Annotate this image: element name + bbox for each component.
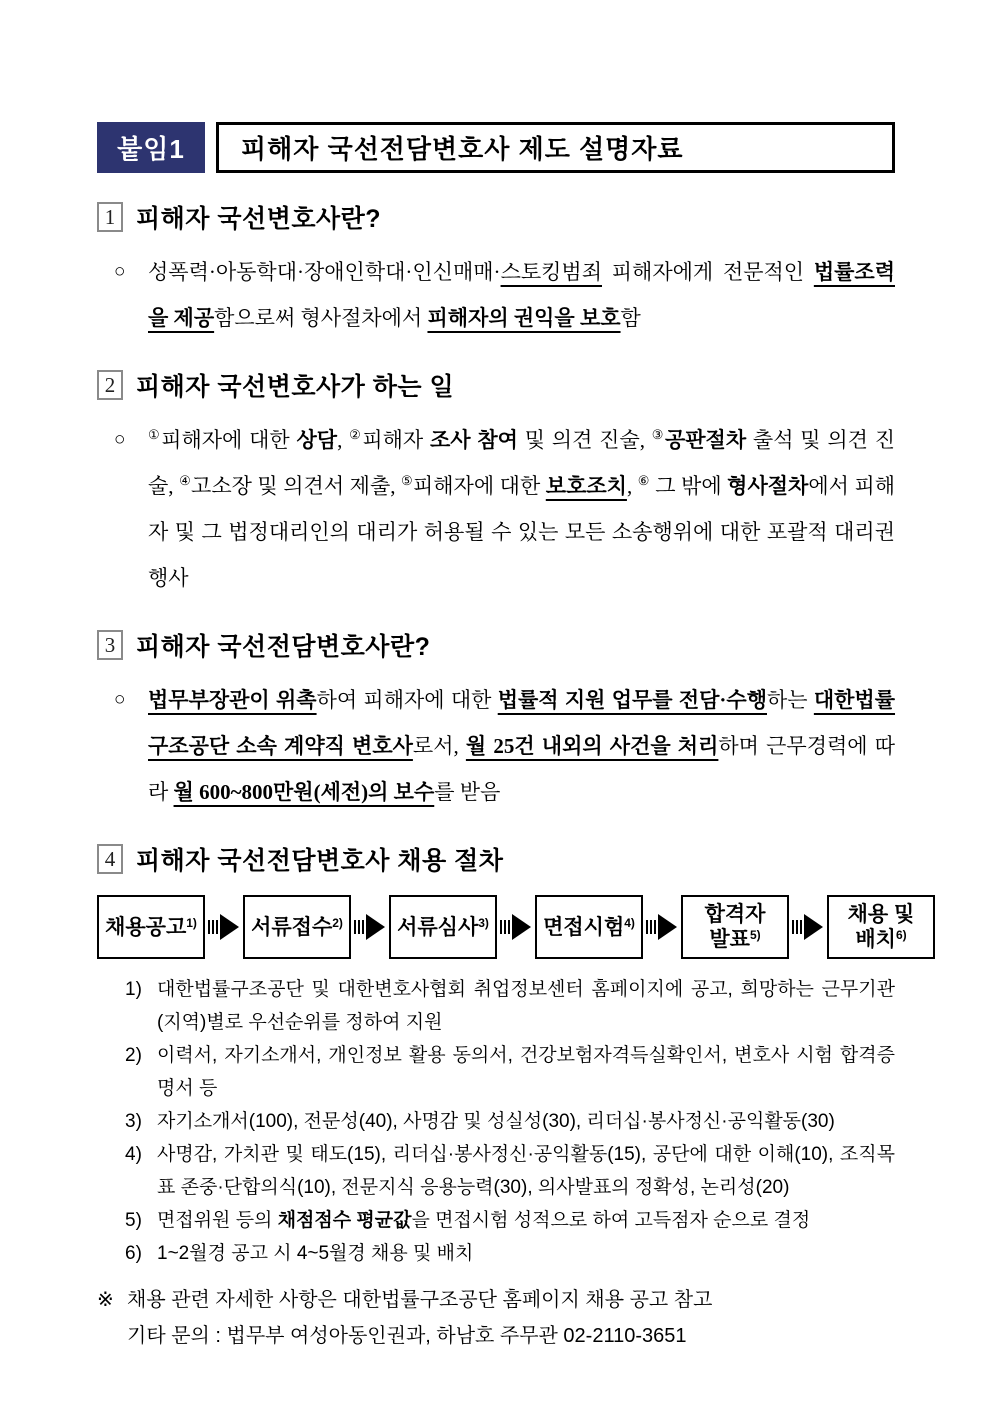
footnote-number: 3) xyxy=(125,1111,142,1132)
footnote-text: 사명감, 가치관 및 태도(15), 리더십·봉사정신·공익활동(15), 공단에 대한 이해(10), 조직목표 존중·단합의식(10), 전문지식 응용능력(30), 의사발표의 정확성, 논리성(20) xyxy=(157,1144,895,1198)
section-4-number-box: 4 xyxy=(97,844,123,874)
section-3-heading xyxy=(97,627,895,663)
bullet-circle-marker: ○ xyxy=(114,261,126,282)
flow-arrow-icon xyxy=(500,912,532,942)
footnote-text: 자기소개서(100), 전문성(40), 사명감 및 성실성(30), 리더십·봉사정신·공익활동(30) xyxy=(157,1111,835,1132)
section-2-bullet xyxy=(114,417,895,601)
flow-step-label: 합격자 xyxy=(704,903,766,926)
bullet-circle-marker: ○ xyxy=(114,689,126,710)
footnotes-list xyxy=(125,973,895,1270)
footnote-number: 6) xyxy=(125,1243,142,1264)
footnote-number: 4) xyxy=(125,1144,142,1165)
section-3-title: 피해자 국선전담변호사란? xyxy=(136,633,431,661)
section-3-bullet xyxy=(114,677,895,815)
flow-step-label: 채용 및 xyxy=(847,903,915,926)
footnote-text: 이력서, 자기소개서, 개인정보 활용 동의서, 건강보험자격득실확인서, 변호사 시험 합격증명서 등 xyxy=(157,1045,895,1099)
document-title: 피해자 국선전담변호사 제도 설명자료 xyxy=(216,122,895,173)
footnote-text: 1~2월경 공고 시 4~5월경 채용 및 배치 xyxy=(157,1243,474,1264)
section-3-paragraph: 법무부장관이 위촉하여 피해자에 대한 법률적 지원 업무를 전담·수행하는 대한법률구조공단 소속 계약직 변호사로서, 월 25건 내외의 사건을 처리하며 근무경력에 따라 월 600~800만원(세전)의 보수를 받음 xyxy=(148,688,896,804)
attachment-badge: 붙임1 xyxy=(97,122,205,173)
footnote-number: 2) xyxy=(125,1045,142,1066)
footnote-text: 대한법률구조공단 및 대한변호사협회 취업정보센터 홈페이지에 공고, 희망하는 근무기관(지역)별로 우선순위를 정하여 지원 xyxy=(157,979,895,1033)
footnote-ref: 3) xyxy=(478,915,489,930)
section-1-bullet xyxy=(114,249,895,341)
footer-reference-text: 채용 관련 자세한 사항은 대한법률구조공단 홈페이지 채용 공고 참고 xyxy=(127,1289,713,1311)
bullet-circle-marker: ○ xyxy=(114,429,126,450)
flow-step-announcement xyxy=(97,895,205,959)
flow-step-label: 발표$^{5)}$ xyxy=(709,928,761,951)
section-2-heading xyxy=(97,367,895,403)
section-4-heading xyxy=(97,841,895,877)
footnote-text: 면접위원 등의 채점점수 평균값을 면접시험 성적으로 하여 고득점자 순으로 결정 xyxy=(157,1210,811,1231)
footnote-item xyxy=(125,1204,895,1237)
flow-arrow-icon xyxy=(792,912,824,942)
section-2-paragraph: ①피해자에 대한 상담, ②피해자 조사 참여 및 의견 진술, ③공판절차 출석 및 의견 진술, ④고소장 및 의견서 제출, ⑤피해자에 대한 보호조치, ⑥ 그 밖에 형사절차에서 피해자 및 그 법정대리인의 대리가 허용될 수 있는 모든 소송행위에 대한 포괄적 대리권 행사 xyxy=(148,427,896,590)
flow-step-pass-announcement xyxy=(681,895,789,959)
footnote-item xyxy=(125,1105,895,1138)
footnote-item xyxy=(125,1138,895,1204)
flow-arrow-icon xyxy=(208,912,240,942)
footnote-number: 1) xyxy=(125,979,142,1000)
section-2-title: 피해자 국선변호사가 하는 일 xyxy=(136,373,455,401)
footnote-item xyxy=(125,1237,895,1270)
footnote-ref: 6) xyxy=(895,928,907,942)
footnote-ref: 1) xyxy=(186,915,197,930)
document-header xyxy=(97,122,895,173)
footnote-item xyxy=(125,973,895,1039)
flow-arrow-icon xyxy=(354,912,386,942)
flow-step-hire-placement xyxy=(827,895,935,959)
recruitment-flow-diagram xyxy=(97,895,915,959)
section-1-title: 피해자 국선변호사란? xyxy=(136,205,382,233)
footer-remarks xyxy=(97,1282,895,1354)
footer-contact-line: 기타 문의 : 법무부 여성아동인권과, 하남호 주무관 02-2110-3651 xyxy=(127,1325,687,1347)
section-4-title: 피해자 국선전담변호사 채용 절차 xyxy=(136,847,504,875)
section-3-number-box: 3 xyxy=(97,630,123,660)
footnote-item xyxy=(125,1039,895,1105)
flow-step-interview xyxy=(535,895,643,959)
section-1-heading xyxy=(97,199,895,235)
flow-step-label: 배치$^{6)}$ xyxy=(855,928,907,951)
flow-step-document-screening xyxy=(389,895,497,959)
section-1-number-box: 1 xyxy=(97,202,123,232)
footer-reference-line xyxy=(97,1282,895,1318)
footnote-ref: 4) xyxy=(624,915,635,930)
footnote-ref: 5) xyxy=(749,928,761,942)
flow-step-label: 서류심사$^{3)}$ xyxy=(397,915,489,939)
footnote-ref: 2) xyxy=(332,915,343,930)
reference-mark: ※ xyxy=(97,1289,114,1311)
section-1-paragraph: 성폭력·아동학대·장애인학대·인신매매·스토킹범죄 피해자에게 전문적인 법률조력을 제공함으로써 형사절차에서 피해자의 권익을 보호함 xyxy=(148,260,895,330)
flow-step-application xyxy=(243,895,351,959)
section-2-number-box: 2 xyxy=(97,370,123,400)
flow-step-label: 채용공고$^{1)}$ xyxy=(105,915,197,939)
flow-step-label: 서류접수$^{2)}$ xyxy=(251,915,343,939)
footnote-number: 5) xyxy=(125,1210,142,1231)
flow-arrow-icon xyxy=(646,912,678,942)
flow-step-label: 면접시험$^{4)}$ xyxy=(543,915,635,939)
